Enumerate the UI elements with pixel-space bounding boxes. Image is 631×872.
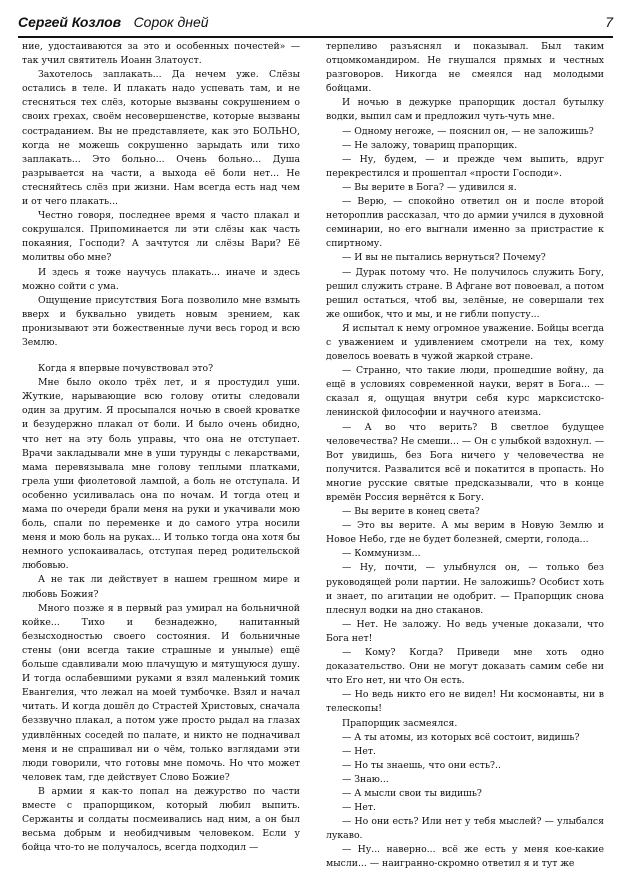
paragraph: — Нет.	[342, 802, 376, 814]
paragraph: — А мысли свои ты видишь?	[342, 787, 482, 799]
paragraph: И ночью в дежурке прапорщик достал бутылку водки, выпил сам и предложил чуть-чуть мне.	[326, 97, 604, 123]
paragraph: ние, удостаиваются за это и особенных почестей» — так учил святитель Иоанн Златоуст.	[22, 41, 300, 67]
paragraph: — А ты атомы, из которых всё состоит, видишь?	[342, 731, 580, 743]
paragraph: — Знаю...	[342, 773, 389, 785]
paragraph: — Не заложу, товарищ прапорщик.	[342, 139, 518, 151]
paragraph: В армии я как-то попал на дежурство по части вместе с прапорщиком, который любил выпить. Сержанты и солдаты посмеивались над ним, а он был весьма добрым и необидчивым человеком. Если у бойца что-то не получалось, всегда подходил —	[22, 785, 300, 854]
paragraph: — Ну... наверно... всё же есть у меня кое-какие мысли... — наигранно-скромно ответил я и тут же	[326, 844, 604, 870]
paragraph: — Но они есть? Или нет у тебя мыслей? — улыбался лукаво.	[326, 816, 604, 842]
paragraph: — Одному негоже, — пояснил он, — не заложишь?	[342, 125, 594, 137]
paragraph: — Вы верите в конец света?	[342, 506, 480, 518]
paragraph: Ощущение присутствия Бога позволило мне взмыть вверх и буквально увидеть новым зрением, как пронизывают эти божественные лучи весь город и всю Землю.	[22, 294, 300, 348]
paragraph: — А во что верить? В светлое будущее человечества? Не смеши... — Он с улыбкой вздохнул. — Вот увидишь, без Бога ничего у человечества не получится. Развалится всё и покатится в пропасть. Но многие русские святые предсказывали, что в конце времён Россия вернётся к Богу.	[326, 421, 604, 503]
paragraph: — Кому? Когда? Приведи мне хоть одно доказательство. Они не могут доказать самим себе ни что Его нет, ни что Он есть.	[326, 647, 604, 687]
running-header	[18, 14, 613, 38]
paragraph: — Нет. Не заложу. Но ведь ученые доказали, что Бога нет!	[326, 618, 604, 644]
paragraph: — Но ведь никто его не видел! Ни космонавты, ни в телескопы!	[326, 689, 604, 715]
paragraph: Много позже я в первый раз умирал на больничной койке... Тихо и безнадежно, напитанный безысходностью своего состояния. И больничные стены (они всегда такие страшные и унылые) ещё больше сдавливали мою плачущую и мятущуюся душу. И тогда ослабевшими руками я взял маленький томик Евангелия, что лежал на моей тумбочке. Взял и начал читать. И когда дошёл до Страстей Христовых, сначала беззвучно плакал, а потом уже просто рыдал на глазах удивлённых соседей по палате, и никто не подначивал меня и не спрашивал ни о чём, только взглядами эти люди говорили, что готовы мне помочь. Но что может человек там, где действует Слово Божие?	[22, 602, 300, 783]
paragraph: Захотелось заплакать... Да нечем уже. Слёзы остались в теле. И плакать надо успевать там, и не стесняться тех слёз, которые вызваны сокрушением о своих грехах, своём несовершенстве, которые вызваны состраданием. Вы не представляете, как это БОЛЬНО, когда не можешь сокрушенно зарыдать или тихо заплакать... Это больно... Очень больно... Душа разрывается на части, а выхода её боли нет... Не стесняйтесь слёз при жизни. Нам всегда есть над чем и от чего плакать...	[22, 69, 300, 208]
paragraph: — Но ты знаешь, что они есть?..	[342, 759, 501, 771]
paragraph: терпеливо разъяснял и показывал. Был таким отцомкомандиром. Не гнушался прямых и честных разговоров. Никогда не смеялся над молодыми бойцами.	[326, 41, 604, 95]
paragraph: — И вы не пытались вернуться? Почему?	[342, 252, 546, 264]
paragraph: — Странно, что такие люди, прошедшие войну, да ещё в условиях современной науки, верят в Бога... — сказал я, ощущая внутри себя курс марксистско-ленинской философии и научного атеизма.	[326, 365, 604, 419]
paragraph: И здесь я тоже научусь плакать... иначе и здесь можно сойти с ума.	[22, 266, 300, 292]
right-column	[326, 40, 604, 872]
paragraph: — Вы верите в Бога? — удивился я.	[342, 181, 517, 193]
header-book-title: Сорок дней	[133, 14, 209, 30]
paragraph: — Ну, почти, — улыбнулся он, — только без руководящей роли партии. Не заложишь? Особист хоть и знает, по агитации не одобрит. — Прапорщик снова плеснул водки на дно стаканов.	[326, 562, 604, 616]
paragraph: — Нет.	[342, 745, 376, 757]
paragraph: Честно говоря, последнее время я часто плакал и сокрушался. Припоминается ли эти слёзы как часть покаяния, Господи? А зачтутся ли слёзы Вари? Её молитвы обо мне?	[22, 210, 300, 264]
paragraph: — Верю, — спокойно ответил он и после второй нетороплив рассказал, что до армии учился в духовной семинарии, но его выгнали именно за пристрастие к спиртному.	[326, 196, 604, 250]
paragraph: — Ну, будем, — и прежде чем выпить, вдруг перекрестился и прошептал «прости Господи».	[326, 153, 604, 179]
paragraph: — Дурак потому что. Не получилось служить Богу, решил служить стране. В Афгане вот повоевал, а потом решил остаться, чтоб вы, зелёные, не совершали тех же ошибок, что и мы, и не гибли попусту...	[326, 266, 604, 320]
paragraph: А не так ли действует в нашем грешном мире и любовь Божия?	[22, 574, 300, 600]
page-number: 7	[605, 14, 613, 30]
left-column	[22, 40, 300, 855]
paragraph: — Коммунизм...	[342, 548, 421, 560]
paragraph: Прапорщик засмеялся.	[342, 717, 458, 729]
paragraph: Мне было около трёх лет, и я простудил уши. Жуткие, нарывающие всю голову отиты следовали один за другим. Я просыпался ночью в своей кроватке и безудержно плакал от боли. И было очень обидно, что нет на эту боль управы, что она не отступает. Врачи закладывали мне в уши турунды с лекарствами, мама перевязывала мне голову теплыми платками, грела уши фиолетовой лампой, а боль не отступала. И особенно усиливалась она по ночам. И тогда отец и мама по очереди брали меня на руки и укачивали мою боль, спали по переменке и до самого утра носили меня и мою боль на руках... И только тогда она хотя бы немного успокаивалась, отступая перед родительской любовью.	[22, 377, 300, 572]
paragraph: Когда я впервые почувствовал это?	[38, 363, 214, 375]
paragraph: — Это вы верите. А мы верим в Новую Землю и Новое Небо, где не будет болезней, смерти, голода...	[326, 520, 604, 546]
paragraph: Я испытал к нему огромное уважение. Бойцы всегда с уважением и удивлением смотрели на тех, кому довелось воевать в чужой жаркой стране.	[326, 322, 604, 363]
header-author: Сергей Козлов	[18, 14, 122, 30]
